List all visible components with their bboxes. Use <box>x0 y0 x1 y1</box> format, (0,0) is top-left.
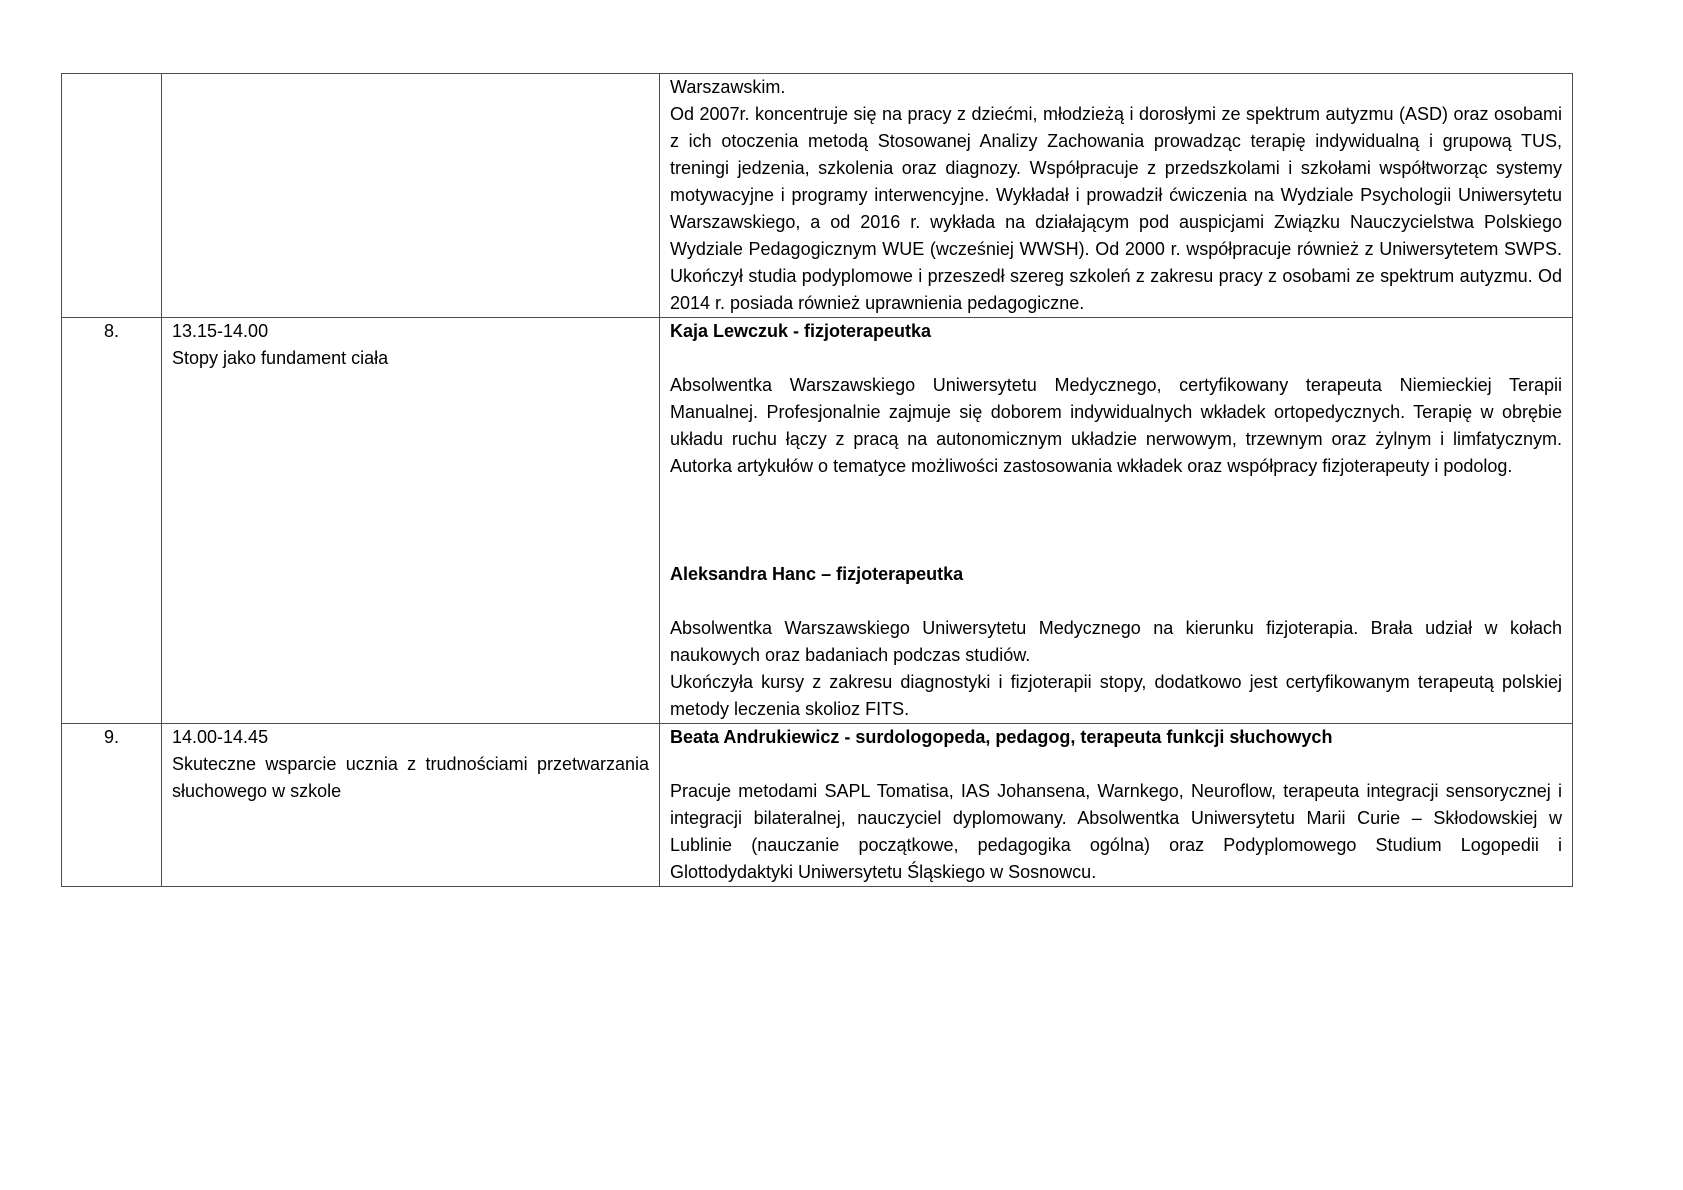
speaker-name: Kaja Lewczuk - fizjoterapeutka <box>670 321 932 341</box>
session-time: 14.00-14.45 <box>172 727 269 747</box>
bio-paragraph: Warszawskim. <box>670 77 786 97</box>
bio-paragraph: Pracuje metodami SAPL Tomatisa, IAS Johansena, Warnkego, Neuroflow, terapeuta integracji sensorycznej i integracji bilateralnej, nauczyciel dyplomowany. Absolwentka Uniwersytetu Marii Curie – Skłodowskiej w Lublinie (nauczanie początkowe, pedagogika ogólna) oraz Podyplomowego Studium Logopedii i Glottodydaktyki Uniwersytetu Śląskiego w Sosnowcu. <box>670 781 1562 882</box>
schedule-table <box>61 73 1573 887</box>
speaker-name: Aleksandra Hanc – fizjoterapeutka <box>670 564 964 584</box>
table-row <box>62 318 1573 724</box>
row-number: 8. <box>62 318 162 724</box>
speaker-cell <box>660 74 1573 318</box>
session-cell <box>162 724 660 887</box>
row-number <box>62 74 162 318</box>
bio-paragraph: Od 2007r. koncentruje się na pracy z dziećmi, młodzieżą i dorosłymi ze spektrum autyzmu (ASD) oraz osobami z ich otoczenia metodą Stosowanej Analizy Zachowania prowadząc terapię indywidualną i grupową TUS, treningi jedzenia, szkolenia oraz diagnozy. Współpracuje z przedszkolami i szkołami współtworząc systemy motywacyjne i programy interwencyjne. Wykładał i prowadził ćwiczenia na Wydziale Psychologii Uniwersytetu Warszawskiego, a od 2016 r. wykłada na działającym pod auspicjami Związku Nauczycielstwa Polskiego Wydziale Pedagogicznym WUE (wcześniej WWSH). Od 2000 r. współpracuje również z Uniwersytetem SWPS. Ukończył studia podyplomowe i przeszedł szereg szkoleń z zakresu pracy z osobami ze spektrum autyzmu. Od 2014 r. posiada również uprawnienia pedagogiczne. <box>670 104 1562 313</box>
bio-paragraph: Absolwentka Warszawskiego Uniwersytetu Medycznego na kierunku fizjoterapia. Brała udział w kołach naukowych oraz badaniach podczas studiów. <box>670 618 1562 665</box>
session-time: 13.15-14.00 <box>172 321 269 341</box>
speaker-cell <box>660 318 1573 724</box>
speaker-cell <box>660 724 1573 887</box>
session-cell <box>162 318 660 724</box>
session-cell <box>162 74 660 318</box>
row-number: 9. <box>62 724 162 887</box>
table-row <box>62 724 1573 887</box>
bio-paragraph: Absolwentka Warszawskiego Uniwersytetu Medycznego, certyfikowany terapeuta Niemieckiej Terapii Manualnej. Profesjonalnie zajmuje się doborem indywidualnych wkładek ortopedycznych. Terapię w obrębie układu ruchu łączy z pracą na autonomicznym układzie nerwowym, trzewnym oraz żylnym i limfatycznym. Autorka artykułów o tematyce możliwości zastosowania wkładek oraz współpracy fizjoterapeuty i podolog. <box>670 375 1562 476</box>
session-topic: Skuteczne wsparcie ucznia z trudnościami przetwarzania słuchowego w szkole <box>172 754 649 801</box>
bio-paragraph: Ukończyła kursy z zakresu diagnostyki i fizjoterapii stopy, dodatkowo jest certyfikowanym terapeutą polskiej metody leczenia skolioz FITS. <box>670 672 1562 719</box>
speaker-name: Beata Andrukiewicz - surdologopeda, pedagog, terapeuta funkcji słuchowych <box>670 727 1333 747</box>
session-topic: Stopy jako fundament ciała <box>172 348 389 368</box>
table-row <box>62 74 1573 318</box>
